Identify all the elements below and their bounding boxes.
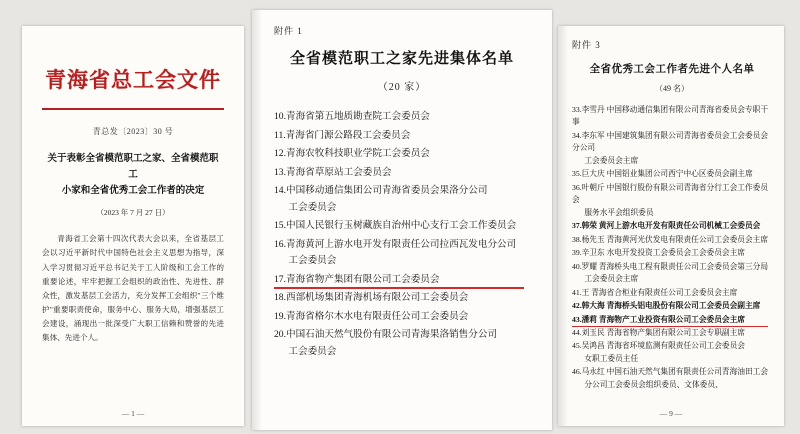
list-item-detail: 水电开发投资工会委员会工会委员会主席 bbox=[604, 248, 745, 258]
page-number-left: — 1 — bbox=[121, 409, 145, 418]
list-item-continuation: 工会委员会主席 bbox=[584, 274, 639, 284]
list-item-number: 39. bbox=[572, 248, 582, 258]
list-item-continuation: 工会委员会 bbox=[288, 201, 337, 213]
masthead-divider bbox=[42, 108, 224, 110]
list-item bbox=[274, 309, 530, 326]
list-item bbox=[274, 327, 530, 360]
list-item-detail: 中国石油天然气集团有限责任公司青海油田工会 bbox=[604, 367, 769, 377]
list-item-number: 40. bbox=[572, 261, 582, 271]
attachment-label-right: 附件 3 bbox=[572, 40, 601, 50]
list-item bbox=[572, 366, 772, 391]
list-item bbox=[572, 104, 772, 129]
list-item-text: 19.青海省格尔木水电有限责任公司工会委员会 bbox=[274, 310, 469, 322]
list-item bbox=[572, 287, 772, 299]
list-item-continuation: 分公司工会委员会组织委员、文体委员、 bbox=[584, 379, 723, 389]
list-item-continuation: 女职工委员主任 bbox=[584, 353, 639, 363]
list-item-person-name: 韩荣 bbox=[581, 221, 597, 231]
list-item-text: 18.西部机场集团青海机场有限公司工会委员会 bbox=[274, 292, 469, 303]
list-item-person-name: 马永红 bbox=[581, 367, 605, 377]
document-body bbox=[38, 232, 228, 344]
document-page-left bbox=[22, 26, 244, 426]
list-item-person-name: 辛卫东 bbox=[581, 248, 605, 258]
list-item-detail: 中国铝业集团公司西宁中心区委员会副主席 bbox=[604, 169, 753, 179]
list-item-text: 11.青海省门源公路段工会委员会 bbox=[274, 129, 411, 141]
list-item-continuation: 服务水平会组织委员 bbox=[584, 207, 654, 217]
list-item-detail: 中国建筑集团有限公司青海省委员会工会委员会分公司 bbox=[572, 130, 769, 153]
list-item-number: 38. bbox=[572, 234, 582, 244]
list-item-person-name: 韩大海 bbox=[581, 301, 605, 311]
list-item-person-name: 叶朝斤 bbox=[581, 182, 605, 192]
list-item-number: 34. bbox=[572, 130, 582, 140]
list-item bbox=[274, 183, 530, 216]
list-title-right: 全省优秀工会工作者先进个人名单 bbox=[589, 64, 755, 75]
list-item bbox=[572, 234, 772, 246]
list-subtitle-middle: （20 家） bbox=[377, 82, 427, 93]
document-paragraph: 青海省工会第十四次代表大会以来，全省基层工会以习近平新时代中国特色社会主义思想为指导，深入学习贯彻习近平总书记关于工人阶级和工会工作的重要论述，牢牢把握工会组织的政治性、先进性、群众性，激发基层工会活力，充分发挥工会组织"三个维护"重要职责使命，服务中心、服务大局，增强基层工会建设，涌现出一批深受广大职工信赖和赞誉的先进集体、先进个人。 bbox=[42, 234, 224, 342]
list-title-middle: 全省模范职工之家先进集体名单 bbox=[289, 51, 514, 67]
list-item bbox=[572, 327, 772, 339]
entry-list-right bbox=[572, 104, 772, 391]
list-item bbox=[274, 218, 530, 235]
list-item bbox=[274, 128, 530, 145]
list-item-number: 33. bbox=[572, 105, 582, 114]
list-item-text: 16.青海黄河上游水电开发有限责任公司拉西瓦发电分公司 bbox=[274, 238, 517, 250]
document-number: 青总发〔2023〕30 号 bbox=[92, 127, 174, 136]
list-item-number: 35. bbox=[572, 169, 582, 179]
list-item-text: 12.青海农牧科技职业学院工会委员会 bbox=[274, 148, 430, 159]
list-item-text: 15.中国人民银行玉树藏族自治州中心支行工会工作委员会 bbox=[274, 220, 517, 231]
list-item bbox=[572, 340, 772, 365]
list-item-detail: 青海省物产集团有限公司工会专职副主席 bbox=[604, 327, 745, 337]
document-title-line1: 关于表彰全省模范职工之家、全省模范职工 bbox=[47, 154, 219, 181]
list-item-person-name: 吴鸿昌 bbox=[581, 341, 605, 351]
list-item-text: 13.青海省草原站工会委员会 bbox=[274, 166, 392, 178]
entry-list-middle bbox=[274, 109, 530, 360]
list-item-person-name: 王 bbox=[581, 287, 590, 297]
list-item-number: 36. bbox=[572, 182, 582, 192]
page-edge-shadow-right bbox=[558, 26, 568, 426]
list-item-continuation: 工会委员会 bbox=[288, 345, 337, 357]
list-item-detail: 中国移动通信集团有限公司青海省委员会专职干事 bbox=[572, 105, 769, 127]
list-item bbox=[572, 182, 772, 219]
document-title bbox=[38, 151, 228, 199]
list-item-detail: 中国银行股份有限公司青海省分行工会工作委员会 bbox=[572, 182, 769, 205]
list-item-person-name: 巨大庆 bbox=[581, 169, 605, 179]
list-item-number: 45. bbox=[572, 341, 582, 351]
list-item bbox=[572, 130, 772, 167]
list-item-detail: 青海物产工业投资有限公司工会委员会主席 bbox=[597, 314, 745, 324]
list-item-number: 42. bbox=[572, 301, 582, 311]
list-item-person-name: 刘玉民 bbox=[581, 327, 605, 337]
list-item-continuation: 工会委员会主席 bbox=[584, 155, 639, 165]
list-item bbox=[274, 272, 530, 289]
list-item bbox=[572, 247, 772, 259]
list-item bbox=[572, 261, 772, 286]
page-number-right: — 9 — bbox=[659, 409, 683, 418]
list-item bbox=[274, 146, 530, 163]
list-item bbox=[572, 300, 772, 312]
list-item-text: 14.中国移动通信集团公司青海省委员会果洛分公司 bbox=[274, 185, 488, 196]
list-item-number: 44. bbox=[572, 327, 582, 337]
list-item-continuation: 工会委员会 bbox=[288, 255, 337, 266]
list-item bbox=[274, 165, 530, 182]
list-item-detail: 青海桥头铝电股份有限公司工会委员会副主席 bbox=[604, 301, 761, 311]
list-subtitle-right: （49 名） bbox=[655, 84, 689, 93]
document-title-line2: 小家和全省优秀工会工作者的决定 bbox=[61, 186, 205, 197]
list-item-text: 20.中国石油天然气股份有限公司青海果洛销售分公司 bbox=[274, 329, 498, 340]
list-item-detail: 青海省环境监测有限责任公司工会委员会 bbox=[604, 341, 745, 351]
list-item-person-name: 李东军 bbox=[581, 130, 605, 140]
list-item bbox=[572, 314, 772, 326]
list-item-text: 10.青海省第五地质勘查院工会委员会 bbox=[274, 111, 430, 122]
list-item bbox=[572, 220, 772, 232]
list-item bbox=[274, 290, 530, 307]
list-item-person-name: 杨先玉 bbox=[581, 234, 605, 244]
list-item bbox=[274, 109, 530, 126]
list-item-detail: 青海桥头电工程有限责任公司工会委员会第三分局 bbox=[597, 261, 769, 271]
list-item-number: 43. bbox=[572, 314, 582, 324]
list-item-number: 46. bbox=[572, 367, 582, 377]
list-item-person-name: 罗耀 bbox=[581, 261, 597, 271]
list-item-detail: 青海黄河光伏发电有限责任公司工会委员会主席 bbox=[604, 234, 769, 244]
list-item-person-name: 潘莉 bbox=[581, 314, 597, 324]
list-item-detail: 青海省合柜业有限责任公司工会委员会主席 bbox=[589, 287, 738, 297]
attachment-label-middle: 附件 1 bbox=[274, 26, 303, 36]
page-edge-shadow bbox=[252, 10, 262, 430]
list-item-number: 41. bbox=[572, 287, 582, 297]
document-date: （2023 年 7 月 27 日） bbox=[96, 208, 170, 218]
list-item-person-name: 李雪丹 bbox=[581, 105, 605, 114]
document-page-right bbox=[558, 26, 784, 426]
masthead-title: 青海省总工会文件 bbox=[45, 68, 221, 92]
list-item bbox=[274, 237, 530, 270]
list-item-detail: 黄河上游水电开发有限责任公司机械工会委员会 bbox=[597, 221, 761, 231]
list-item-text: 17.青海省物产集团有限公司工会委员会 bbox=[274, 273, 440, 285]
list-item bbox=[572, 168, 772, 180]
document-page-middle bbox=[252, 10, 552, 430]
list-item-number: 37. bbox=[572, 221, 582, 231]
